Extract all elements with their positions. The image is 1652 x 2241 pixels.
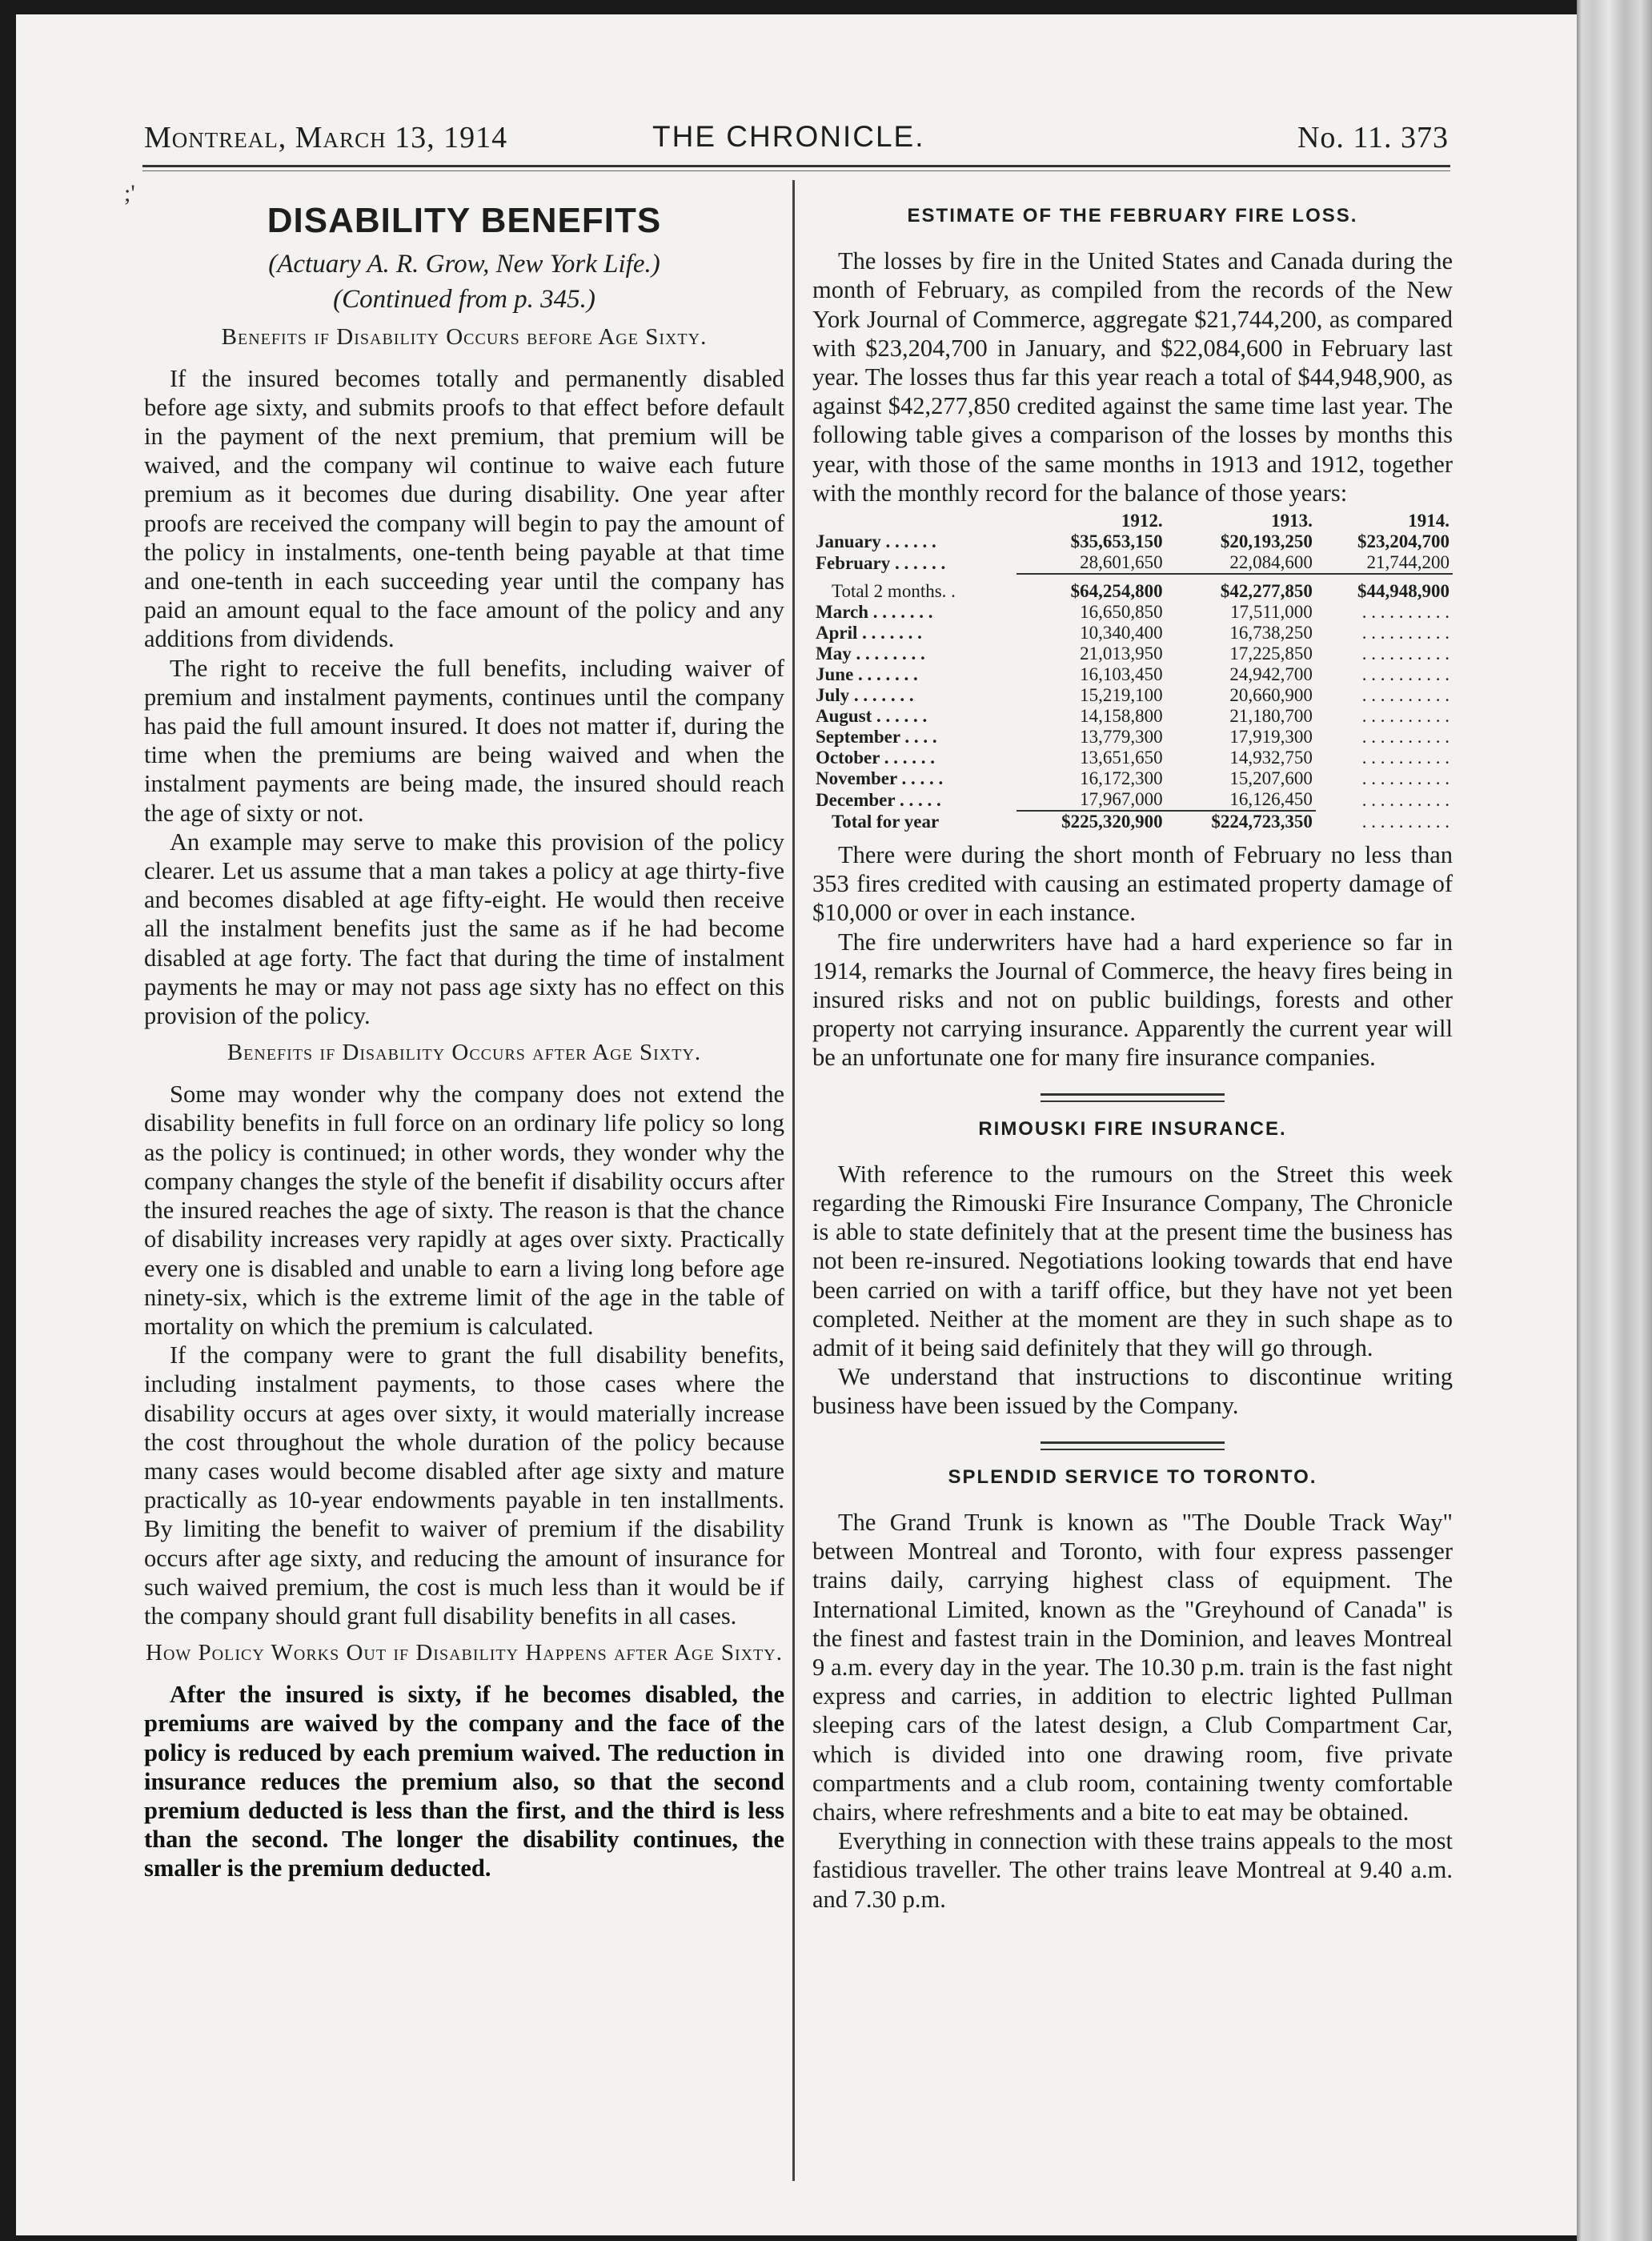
year-header: 1912. bbox=[1121, 511, 1163, 531]
paragraph: The Grand Trunk is known as "The Double Track Way" between Montreal and Toronto, with four express passenger trains daily, carrying highest class of equipment. The International Limited, known as the "Greyhound of Canada" is the finest and fastest train in the Dominion, and leaves Montreal 9 a.m. every day in the year. The 10.30 p.m. train is the fast night express and carries, in addition to electric lighted Pullman sleeping cars of the latest design, a Club Compartment Car, which is divided into one drawing room, five private compartments and a club room, containing twenty comfortable chairs, where refreshments and a bite to eat may be obtained. bbox=[812, 1508, 1453, 1826]
table-row: August . . . . . . 14,158,800 21,180,700 . . . . . . . . . . bbox=[816, 706, 1450, 727]
paragraph: If the insured becomes totally and permanently disabled before age sixty, and submits proofs to that effect before default in the payment of the next premium, that premium will be waived, and the company wil continue to waive each future premium as it becomes due during disability. One year after proofs are received the company will begin to pay the amount of the policy in instalments, one-tenth being payable at that time and one-tenth in each succeeding year until the company has paid an amount equal to the face amount of the policy and any additions from dividends. bbox=[144, 364, 784, 653]
section-divider bbox=[1041, 1441, 1225, 1450]
article-byline: (Actuary A. R. Grow, New York Life.) bbox=[268, 250, 660, 279]
paragraph: There were during the short month of February no less than 353 fires credited with causing an estimated property damage of $10,000 or over in each instance. bbox=[812, 841, 1453, 927]
continued-note: (Continued from p. 345.) bbox=[333, 285, 595, 315]
section-divider bbox=[1041, 1093, 1225, 1102]
table-row: February . . . . . . 28,601,650 22,084,600 21,744,200 bbox=[812, 552, 1453, 574]
table-row: October . . . . . . 13,651,650 14,932,750 . . . . . . . . . . bbox=[816, 748, 1450, 768]
header-publication-title: THE CHRONICLE. bbox=[652, 120, 925, 153]
paragraph: Some may wonder why the company does not extend the disability benefits in full force on an ordinary life policy so long as the policy is continued; in other words, they wonder why the company changes the style of the benefit if disability occurs after the insured reaches the age of sixty. The reason is that the chance of disability increases very rapidly at ages over sixty. Practically every one is disabled and unable to earn a living long before age ninety-six, which is the extreme limit of the age in the table of mortality on which the premium is calculated. bbox=[144, 1080, 784, 1340]
rimouski-heading: RIMOUSKI FIRE INSURANCE. bbox=[978, 1117, 1287, 1140]
page-header bbox=[144, 112, 1449, 160]
paragraph: An example may serve to make this provision of the policy clearer. Let us assume that a man takes a policy at age thirty-five and becomes disabled at age fifty-eight. He would then receive all the instalment benefits just the same as if he had become disabled at age forty. The fact that during the time of instalment payments he may or may not pass age sixty has no effect on this provision of the policy. bbox=[144, 828, 784, 1030]
paragraph: The right to receive the full benefits, including waiver of premium and instalment payments, continues until the company has paid the full amount insured. It does not matter if, during the time when the premiums are being waived and when the instalment payments are being made, the insured should reach the age of sixty or not. bbox=[144, 654, 784, 827]
paragraph: With reference to the rumours on the Street this week regarding the Rimouski Fire Insurance Company, The Chronicle is able to state definitely that at the present time the business has not been re-insured. Negotiations looking towards that end have been carried on with a tariff office, but they have not yet been completed. Neither at the moment are they in such shape as to admit of it being said definitely that they will go through. bbox=[812, 1160, 1453, 1362]
table-row: November . . . . . 16,172,300 15,207,600 . . . . . . . . . . bbox=[816, 768, 1450, 789]
article-title: DISABILITY BENEFITS bbox=[267, 201, 662, 240]
paragraph: After the insured is sixty, if he becomes disabled, the premiums are waived by the company and the face of the policy is reduced by each premium waived. The reduction in insurance reduces the premium also, so that the second premium deducted is less than the first, and the third is less than the second. The longer the disability continues, the smaller is the premium deducted. bbox=[144, 1681, 784, 1882]
section-heading: Benefits if Disability Occurs before Age Sixty. bbox=[221, 323, 708, 350]
header-issue-page: No. 11. 373 bbox=[1297, 121, 1449, 154]
section-heading: Benefits if Disability Occurs after Age Sixty. bbox=[227, 1040, 702, 1066]
right-column bbox=[812, 192, 1453, 1914]
year-header: 1913. bbox=[1271, 511, 1313, 531]
table-row: July . . . . . . . 15,219,100 20,660,900 . . . . . . . . . . bbox=[816, 685, 1450, 706]
table-row: September . . . . 13,779,300 17,919,300 . . . . . . . . . . bbox=[816, 727, 1450, 748]
table-row: December . . . . . 17,967,000 16,126,450 . . . . . . . . . . bbox=[816, 789, 1450, 810]
paragraph: The fire underwriters have had a hard experience so far in 1914, remarks the Journal of Commerce, the heavy fires being in insured risks and not on public buildings, forests and other property not carrying insurance. Apparently the current year will be an unfortunate one for many fire insurance companies. bbox=[812, 928, 1453, 1072]
book-page-edges bbox=[1577, 0, 1652, 2241]
fire-loss-table bbox=[812, 511, 1453, 832]
table-total-row: Total for year $225,320,900 $224,723,350 . . . . . . . . . . bbox=[832, 811, 1450, 832]
table-row: April . . . . . . . 10,340,400 16,738,250 . . . . . . . . . . bbox=[816, 623, 1450, 643]
paragraph: Everything in connection with these trains appeals to the most fastidious traveller. The other trains leave Montreal at 9.40 a.m. and 7.30 p.m. bbox=[812, 1827, 1453, 1913]
table-row: March . . . . . . . 16,650,850 17,511,000 . . . . . . . . . . bbox=[816, 602, 1450, 623]
paragraph: The losses by fire in the United States and Canada during the month of February, as compiled from the records of the New York Journal of Commerce, aggregate $21,744,200, as compared with $23,204,700 in January, and $22,084,600 in February last year. The losses thus far this year reach a total of $44,948,900, as against $42,277,850 credited against the same time last year. The following table gives a comparison of the losses by months this year, with those of the same months in 1913 and 1912, together with the monthly record for the balance of those years: bbox=[812, 247, 1453, 507]
table-total-row: Total 2 months. . $64,254,800 $42,277,850 $44,948,900 bbox=[832, 581, 1450, 602]
header-rule bbox=[142, 165, 1450, 171]
margin-mark: ;' bbox=[124, 180, 135, 206]
table-row: May . . . . . . . . 21,013,950 17,225,850 . . . . . . . . . . bbox=[816, 643, 1450, 664]
section-heading: How Policy Works Out if Disability Happens after Age Sixty. bbox=[146, 1640, 783, 1666]
toronto-heading: SPLENDID SERVICE TO TORONTO. bbox=[948, 1465, 1317, 1488]
header-dateline: Montreal, March 13, 1914 bbox=[144, 121, 508, 154]
fire-loss-heading: ESTIMATE OF THE FEBRUARY FIRE LOSS. bbox=[907, 205, 1358, 227]
column-divider bbox=[792, 180, 795, 2181]
table-header-row bbox=[812, 511, 1453, 531]
table-row: January . . . . . . $35,653,150 $20,193,250 $23,204,700 bbox=[816, 531, 1450, 552]
paragraph: If the company were to grant the full disability benefits, including instalment payments, to those cases where the disability occurs at ages over sixty, it would materially increase the cost throughout the whole duration of the policy because many cases would become disabled after age sixty and mature practically as 10-year endowments payable in ten installments. By limiting the benefit to waiver of premium if the disability occurs after age sixty, and reducing the amount of insurance for such waived premium, the cost is much less than it would be if the company should grant full disability benefits in all cases. bbox=[144, 1341, 784, 1630]
year-header: 1914. bbox=[1408, 511, 1450, 531]
left-column bbox=[144, 192, 784, 1883]
table-row: June . . . . . . . 16,103,450 24,942,700 . . . . . . . . . . bbox=[816, 664, 1450, 685]
paragraph: We understand that instructions to discontinue writing business have been issued by the Company. bbox=[812, 1363, 1453, 1420]
